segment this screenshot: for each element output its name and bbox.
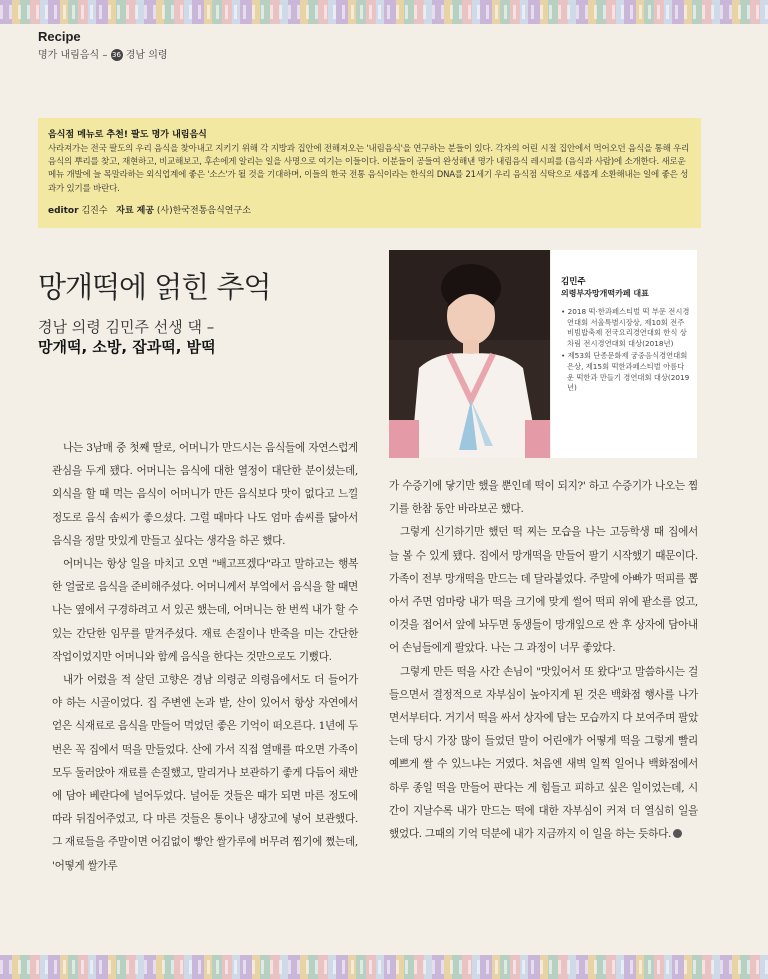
series-title: 명가 내림음식 –	[38, 50, 108, 61]
credit-source: (사)한국전통음식연구소	[156, 205, 251, 216]
profile-name: 김민주	[561, 277, 586, 287]
credit-editor: 김진수	[81, 205, 108, 216]
paragraph	[389, 661, 698, 847]
profile-award-1: • 2018 떡·한과페스티벌 떡 부문 전시경연대회 서울특별시장상, 제10회 전주비빔밥축제 전국요리경연대회 한식 상차림 전시경연대회 대상(2018년)	[561, 307, 690, 348]
page-header	[38, 29, 168, 61]
article-dishes: 망개떡, 소방, 잡과떡, 밤떡	[38, 338, 216, 356]
credit-line	[48, 203, 691, 216]
section-kicker: Recipe	[38, 29, 81, 44]
portrait-illustration	[389, 250, 550, 458]
bottom-decorative-border	[0, 955, 768, 979]
series-label	[38, 46, 168, 61]
portrait-photo	[389, 250, 550, 458]
intro-body: 사라져가는 전국 팔도의 우리 음식을 찾아내고 지키기 위해 각 지방과 집안에 전해져오는 '내림음식'을 연구하는 분들이 있다. 각자의 어린 시절 집안에서 먹어오던 음식을 통해 우리 음식의 뿌리를 찾고, 재현하고, 비교해보고, 후손에게 알리는 일을 사명으로 여기는 이들이다. 이분들이 공들여 완성해낸 명가 내림음식 레시피를 (음식과 사람)에 소개한다. 새로운 메뉴 개발에 늘 목말라하는 외식업계에 좋은 '소스'가 될 것을 기대하며, 이들의 한국 전통 음식이라는 한식의 DNA를 21세기 우리 음식점 식탁으로 새롭게 소환해내는 일에 좋은 성과가 있기를 바란다.	[48, 144, 690, 194]
paragraph: 내가 어렸을 적 살던 고향은 경남 의령군 의령읍에서도 더 들어가야 하는 시골이었다. 집 주변엔 논과 밭, 산이 있어서 항상 자연에서 얻은 식재료로 음식을 만들어 먹었던 좋은 기억이 떠오른다. 1년에 두 번은 꼭 집에서 떡을 만들었다. 산에 가서 직접 열매를 따오면 가족이 모두 둘러앉아 재료를 손질했고, 말리거나 보관하기 좋게 다듬어 채반에 담아 베란다에 널어두었다. 널어둔 것들은 때가 되면 마른 정도에 따라 뒤집어주었고, 다 마른 것들은 통이나 냉장고에 넣어 보관했다. 그 재료들을 주말이면 어김없이 빻안 쌀가루에 버무려 찜기에 쪘는데, '어떻게 쌀가루	[52, 674, 358, 872]
profile-caption	[551, 250, 697, 458]
paragraph: 가 수증기에 닿기만 했을 뿐인데 떡이 되지?' 하고 수증기가 나오는 찜기를 한참 동안 바라보곤 했다.	[389, 480, 698, 516]
paragraph-text: 그렇게 만든 떡을 사간 손님이 "맛있어서 또 왔다"고 말씀하시는 걸 들으면서 결정적으로 자부심이 높아지게 된 것은 백화점 행사를 나가면서부터다. 거기서 떡을 싸서 상자에 담는 모습까지 다 보여주며 팔았는데 당시 가장 많이 들었던 말이 어린애가 어떻게 떡을 그렇게 빨리 예쁘게 쌀 수 있느냐는 거였다. 처음엔 새벽 일찍 일어나 백화점에서 하루 종일 떡을 만들어 판다는 게 힘들고 피하고 싶은 일이었는데, 시간이 지날수록 내가 만드는 떡에 대한 자부심이 커져 더 열심히 일을 했었다. 그때의 기억 덕분에 내가 지금까지 이 일을 하는 듯하다.	[389, 665, 698, 841]
body-column-right	[389, 475, 698, 846]
top-decorative-border	[0, 0, 768, 24]
profile-role: 의령부자망개떡카페 대표	[561, 289, 649, 298]
credit-source-label: 자료 제공	[116, 205, 155, 216]
credit-editor-label: editor	[48, 205, 79, 216]
series-number-badge: 36	[112, 51, 121, 59]
series-place: 경남 의령	[125, 50, 168, 61]
article-subtitle: 경남 의령 김민주 선생 댁 –	[38, 318, 215, 336]
paragraph: 그렇게 신기하기만 했던 떡 찌는 모습을 나는 고등학생 때 집에서 늘 볼 수 있게 됐다. 집에서 망개떡을 만들어 팔기 시작했기 때문이다. 가족이 전부 망개떡을 만드는 데 달라붙었다. 주말에 아빠가 떡피를 뽑아서 주면 엄마랑 내가 떡을 크기에 맞게 썰어 떡피 위에 팥소를 얹고, 이것을 접어서 앞에 놔두면 동생들이 망개잎으로 싼 후 상자에 담아내어 손님들에게 팔았다. 나는 그 과정이 너무 좋았다.	[389, 526, 698, 655]
paragraph: 어머니는 항상 일을 마치고 오면 "배고프겠다"라고 말하고는 행복한 얼굴로 음식을 준비해주셨다. 어머니께서 부엌에서 음식을 할 때면 나는 옆에서 구경하려고 서 있곤 했는데, 어머니는 한 번씩 내가 할 수 있는 간단한 임무를 맡겨주셨다. 재료 손질이나 반죽을 미는 간단한 작업이었지만 어머니와 함께 음식을 한다는 것만으로도 기뻤다.	[52, 558, 358, 663]
paragraph: 나는 3남매 중 첫째 딸로, 어머니가 만드시는 음식들에 자연스럽게 관심을 두게 됐다. 어머니는 음식에 대한 열정이 대단한 분이셨는데, 외식을 할 때 먹는 음식이 어머니가 만든 음식보다 맛이 없다고 느낄 정도로 음식 솜씨가 좋으셨다. 그럴 때마다 나도 엄마 솜씨를 닮아서 음식을 정말 맛있게 만들고 싶다는 생각을 하곤 했다.	[52, 442, 358, 547]
intro-title: 음식점 메뉴로 추천! 팔도 명가 내림음식	[48, 130, 207, 140]
body-column-left	[52, 437, 358, 878]
intro-box	[38, 118, 701, 228]
end-mark-icon	[673, 829, 682, 838]
article-headline: 망개떡에 얽힌 추억	[38, 270, 271, 304]
profile-award-2: • 제53회 단종문화제 궁중음식경연대회 은상, 제15회 떡한과페스티벌 아름다운 떡한과 만들기 경연대회 대상(2019년)	[561, 351, 690, 393]
